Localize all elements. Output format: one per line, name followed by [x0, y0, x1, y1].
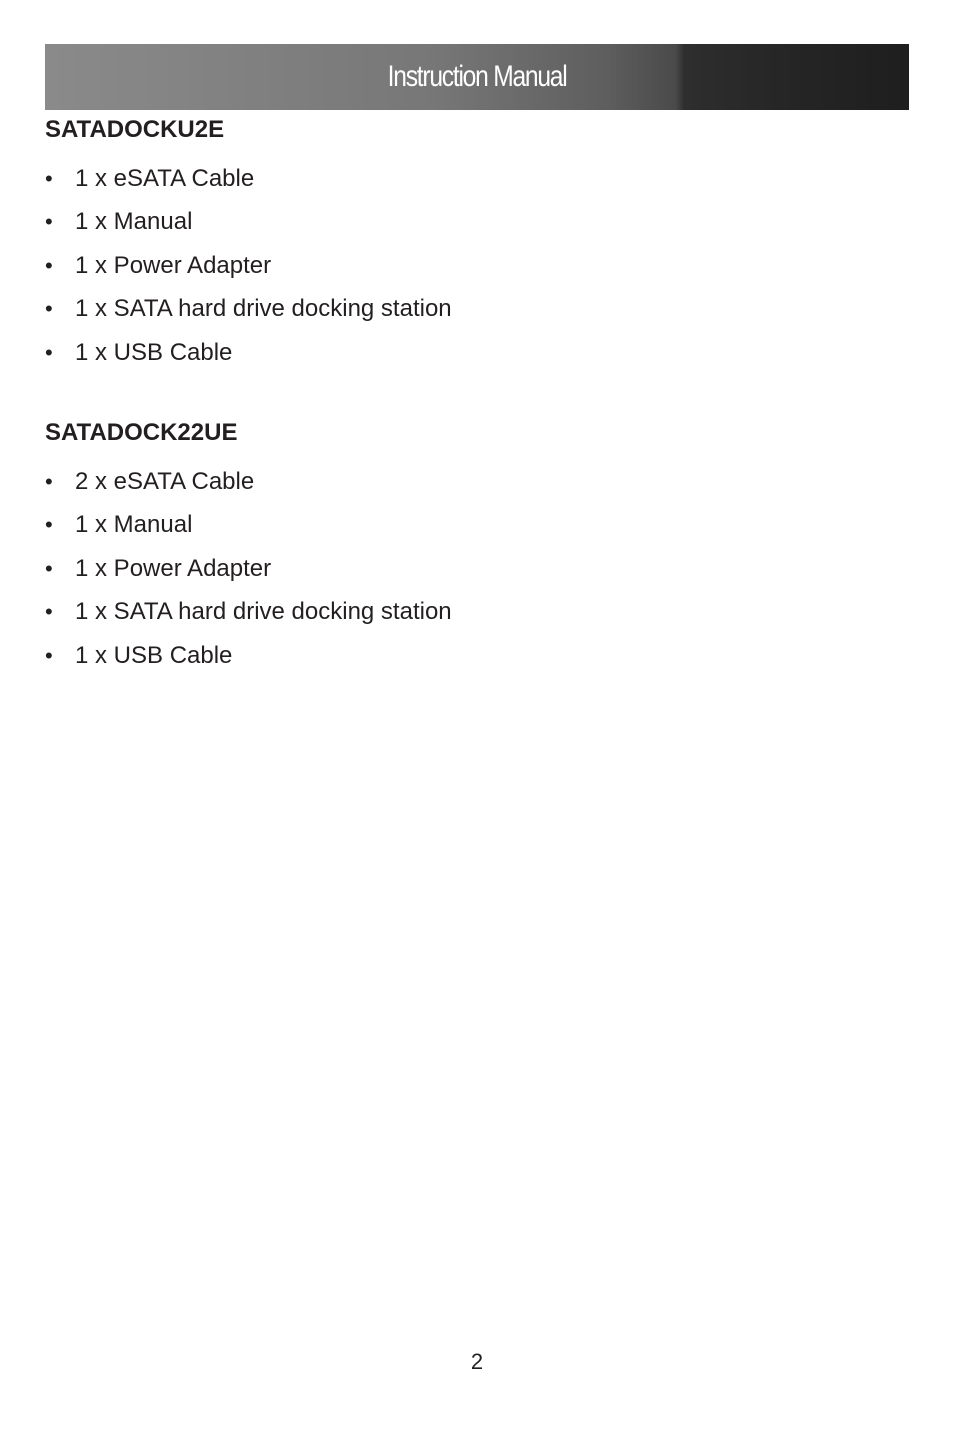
list-item-text: 1 x SATA hard drive docking station: [75, 295, 452, 323]
list-item-text: 1 x Power Adapter: [75, 554, 272, 582]
bullet-icon: •: [45, 252, 53, 278]
package-contents-list: [45, 460, 905, 678]
list-item: [45, 591, 905, 635]
bullet-icon: •: [45, 555, 53, 581]
section-heading: SATADOCK22UE: [45, 419, 238, 446]
list-item-text: 1 x Power Adapter: [75, 251, 272, 279]
list-item-text: 1 x SATA hard drive docking station: [75, 598, 452, 626]
list-item-text: 1 x Manual: [75, 511, 193, 539]
bullet-icon: •: [45, 209, 53, 235]
list-item: [45, 157, 905, 201]
list-item: [45, 288, 905, 332]
header-bar: [45, 44, 909, 110]
section-heading: SATADOCKU2E: [45, 116, 225, 143]
bullet-icon: •: [45, 339, 53, 365]
bullet-icon: •: [45, 642, 53, 668]
bullet-icon: •: [45, 468, 53, 494]
list-item-text: 1 x Manual: [75, 208, 193, 236]
list-item-text: 1 x USB Cable: [75, 641, 233, 669]
section-satadock22ue: [45, 417, 905, 678]
header-title: Instruction Manual: [387, 60, 567, 93]
list-item-text: 1 x USB Cable: [75, 338, 233, 366]
page-number: 2: [470, 1349, 484, 1374]
bullet-icon: •: [45, 599, 53, 625]
bullet-icon: •: [45, 165, 53, 191]
list-item-text: 2 x eSATA Cable: [75, 467, 255, 495]
bullet-icon: •: [45, 296, 53, 322]
list-item: [45, 244, 905, 288]
package-contents-list: [45, 157, 905, 375]
list-item: [45, 460, 905, 504]
list-item: [45, 201, 905, 245]
list-item-text: 1 x eSATA Cable: [75, 164, 255, 192]
bullet-icon: •: [45, 512, 53, 538]
list-item: [45, 504, 905, 548]
list-item: [45, 547, 905, 591]
list-item: [45, 634, 905, 678]
section-satadocku2e: [45, 114, 905, 375]
list-item: [45, 331, 905, 375]
